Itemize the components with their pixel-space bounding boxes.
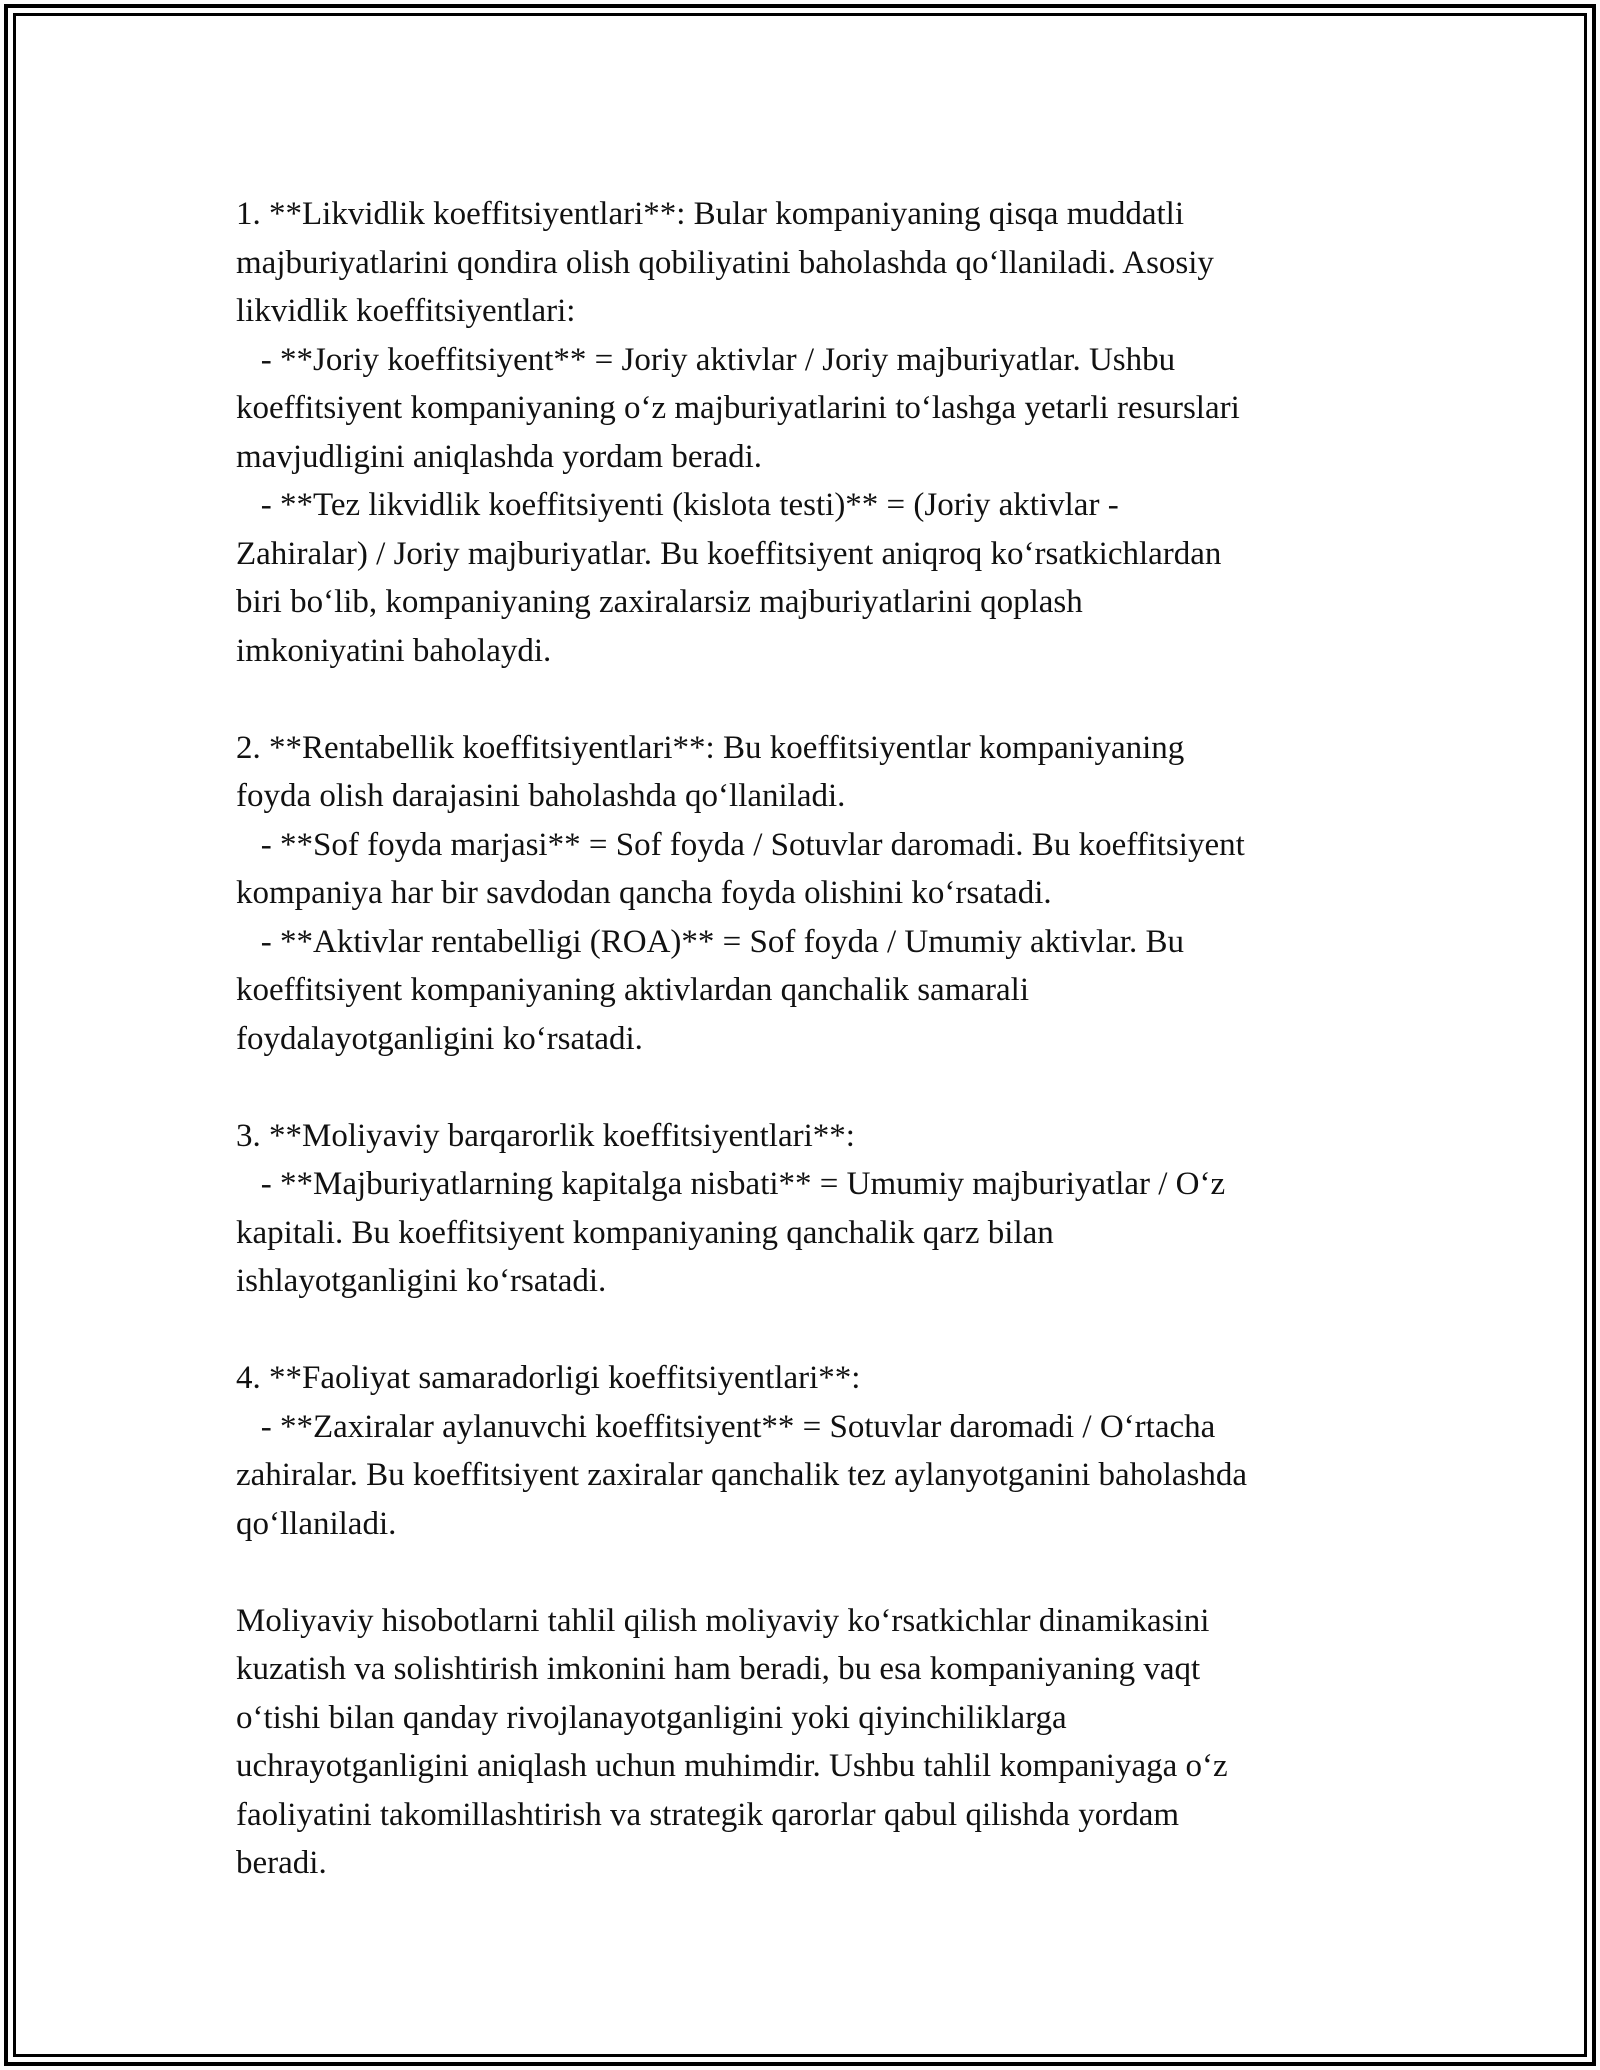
text-line: 1. **Likvidlik koeffitsiyentlari**: Bular kompaniyaning qisqa muddatli (236, 196, 1185, 232)
text-line: - **Majburiyatlarning kapitalga nisbati** = Umumiy majburiyatlar / O‘z (236, 1166, 1226, 1202)
text-line: koeffitsiyent kompaniyaning o‘z majburiyatlarini to‘lashga yetarli resurslari (236, 390, 1240, 426)
text-line: 4. **Faoliyat samaradorligi koeffitsiyentlari**: (236, 1360, 861, 1396)
text-line: Moliyaviy hisobotlarni tahlil qilish moliyaviy ko‘rsatkichlar dinamikasini (236, 1602, 1210, 1639)
blank-line (236, 1306, 1386, 1355)
text-line: - **Zaxiralar aylanuvchi koeffitsiyent** = Sotuvlar daromadi / O‘rtacha (236, 1408, 1216, 1445)
blank-line (236, 675, 1386, 724)
text-line: foyda olish darajasini baholashda qo‘llaniladi. (236, 778, 846, 814)
text-line: uchrayotganligini aniqlash uchun muhimdir. Ushbu tahlil kompaniyaga o‘z (236, 1748, 1228, 1784)
text-line: beradi. (236, 1845, 327, 1881)
text-line: qo‘llaniladi. (236, 1505, 397, 1542)
text-line: faoliyatini takomillashtirish va strategik qarorlar qabul qilishda yordam (236, 1796, 1180, 1833)
text-line: zahiralar. Bu koeffitsiyent zaxiralar qanchalik tez aylanyotganini baholashda (236, 1457, 1247, 1493)
text-line: - **Tez likvidlik koeffitsiyenti (kislota testi)** = (Joriy aktivlar - (236, 487, 1119, 523)
text-line: 2. **Rentabellik koeffitsiyentlari**: Bu koeffitsiyentlar kompaniyaning (236, 729, 1185, 766)
text-line: 3. **Moliyaviy barqarorlik koeffitsiyentlari**: (236, 1117, 855, 1154)
text-line: likvidlik koeffitsiyentlari: (236, 293, 576, 329)
text-line: - **Sof foyda marjasi** = Sof foyda / Sotuvlar daromadi. Bu koeffitsiyent (236, 826, 1245, 863)
text-line: - **Joriy koeffitsiyent** = Joriy aktivlar / Joriy majburiyatlar. Ushbu (236, 341, 1176, 378)
text-line: majburiyatlarini qondira olish qobiliyatini baholashda qo‘llaniladi. Asosiy (236, 244, 1214, 281)
text-line: foydalayotganligini ko‘rsatadi. (236, 1020, 643, 1057)
text-line: kuzatish va solishtirish imkonini ham beradi, bu esa kompaniyaning vaqt (236, 1651, 1201, 1687)
text-line: biri bo‘lib, kompaniyaning zaxiralarsiz majburiyatlarini qoplash (236, 584, 1083, 620)
document-body (236, 190, 1386, 1888)
text-line: mavjudligini aniqlashda yordam beradi. (236, 438, 763, 475)
text-line: Zahiralar) / Joriy majburiyatlar. Bu koeffitsiyent aniqroq ko‘rsatkichlardan (236, 535, 1222, 572)
blank-line (236, 1548, 1386, 1597)
text-line: kompaniya har bir savdodan qancha foyda olishini ko‘rsatadi. (236, 875, 1052, 911)
text-line: imkoniyatini baholaydi. (236, 632, 552, 669)
text-line: - **Aktivlar rentabelligi (ROA)** = Sof foyda / Umumiy aktivlar. Bu (236, 923, 1184, 960)
blank-line (236, 1063, 1386, 1112)
text-line: koeffitsiyent kompaniyaning aktivlardan qanchalik samarali (236, 972, 1029, 1008)
text-line: o‘tishi bilan qanday rivojlanayotganligini yoki qiyinchiliklarga (236, 1699, 1067, 1736)
text-line: ishlayotganligini ko‘rsatadi. (236, 1263, 607, 1299)
text-line: kapitali. Bu koeffitsiyent kompaniyaning qanchalik qarz bilan (236, 1214, 1054, 1251)
